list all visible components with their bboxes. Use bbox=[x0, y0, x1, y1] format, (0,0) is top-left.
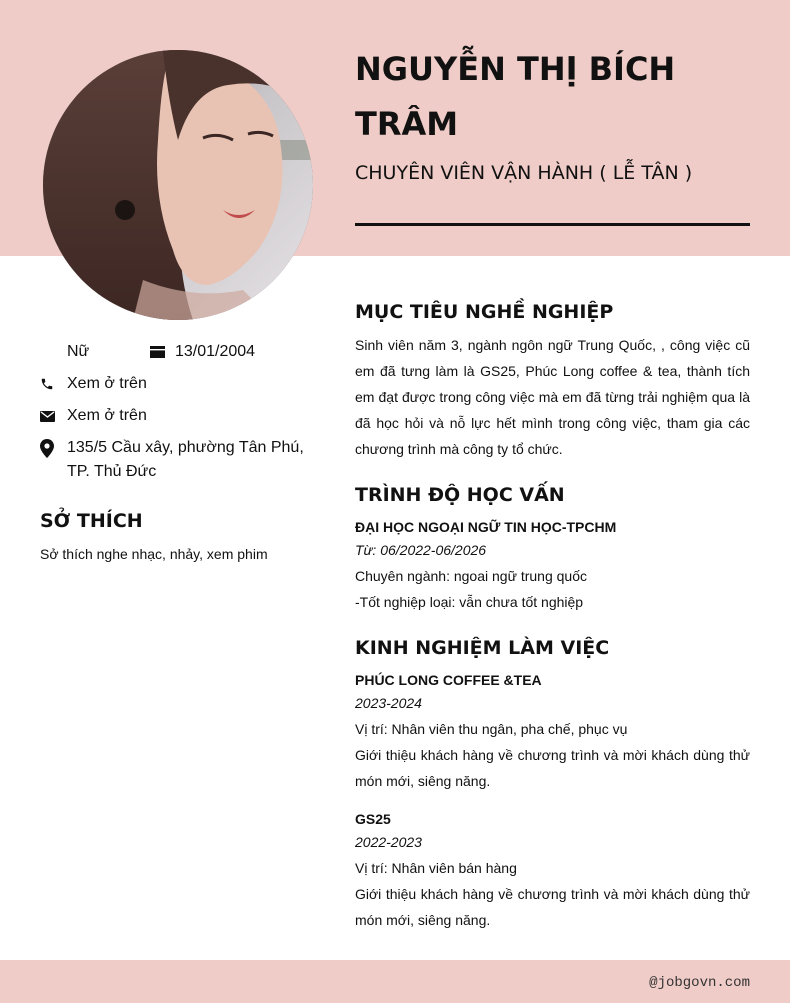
address-row bbox=[40, 436, 307, 484]
calendar-icon bbox=[150, 340, 175, 364]
education-grade: -Tốt nghiệp loại: vẫn chưa tốt nghiệp bbox=[355, 594, 584, 610]
phone-value: Xem ở trên bbox=[67, 375, 147, 392]
education-period: Từ: 06/2022-06/2026 bbox=[355, 542, 487, 558]
candidate-name bbox=[355, 42, 755, 152]
objective-text: Sinh viên năm 3, ngành ngôn ngữ Trung Quốc, , công việc cũ em đã tưng làm là GS25, Phúc Long coffee & tea, thành tích em đạt được trong công việc mà em đã từng trải nghiệm qua là đã học hỏi và nỗ lực hết mình trong công việc, tham gia các chương trình mà công ty tổ chức. bbox=[355, 337, 750, 457]
birthday-value: 13/01/2004 bbox=[175, 343, 256, 360]
job-period: 2022-2023 bbox=[355, 834, 422, 850]
job-company: PHÚC LONG COFFEE &TEA bbox=[355, 672, 542, 688]
education-title: TRÌNH ĐỘ HỌC VẤN bbox=[355, 484, 565, 506]
email-row bbox=[40, 404, 307, 428]
job-description: Giới thiệu khách hàng về chương trình và mời khách dùng thử món mới, siêng năng. bbox=[355, 747, 750, 789]
experience-title: KINH NGHIỆM LÀM VIỆC bbox=[355, 637, 610, 659]
education-school: ĐẠI HỌC NGOẠI NGỮ TIN HỌC-TPCHM bbox=[355, 519, 617, 535]
gender-value: Nữ bbox=[67, 343, 90, 360]
email-icon bbox=[40, 404, 67, 428]
name-line-2: TRÂM bbox=[355, 105, 459, 143]
avatar bbox=[43, 50, 313, 320]
hobbies-text: Sở thích nghe nhạc, nhảy, xem phim bbox=[40, 546, 268, 562]
birthday-row bbox=[150, 340, 255, 364]
job-title: CHUYÊN VIÊN VẬN HÀNH ( LỄ TÂN ) bbox=[355, 162, 693, 184]
phone-row bbox=[40, 372, 307, 396]
gender-icon bbox=[40, 340, 67, 364]
gender-row bbox=[40, 340, 147, 364]
hobbies-title: SỞ THÍCH bbox=[40, 510, 143, 532]
phone-icon bbox=[40, 372, 67, 396]
location-icon bbox=[40, 436, 67, 460]
job-company: GS25 bbox=[355, 811, 391, 827]
job-position: Vị trí: Nhân viên thu ngân, pha chế, phục vụ bbox=[355, 721, 628, 737]
address-value: 135/5 Cầu xây, phường Tân Phú, TP. Thủ Đức bbox=[67, 439, 304, 480]
footer-brand: @jobgovn.com bbox=[649, 975, 750, 991]
email-value: Xem ở trên bbox=[67, 407, 147, 424]
name-line-1: NGUYỄN THỊ BÍCH bbox=[355, 50, 676, 88]
job-position: Vị trí: Nhân viên bán hàng bbox=[355, 860, 517, 876]
header-divider bbox=[355, 223, 750, 226]
job-description: Giới thiệu khách hàng về chương trình và mời khách dùng thử món mới, siêng năng. bbox=[355, 886, 750, 928]
job-period: 2023-2024 bbox=[355, 695, 422, 711]
education-major: Chuyên ngành: ngoai ngữ trung quốc bbox=[355, 568, 587, 584]
objective-title: MỤC TIÊU NGHỀ NGHIỆP bbox=[355, 301, 614, 323]
